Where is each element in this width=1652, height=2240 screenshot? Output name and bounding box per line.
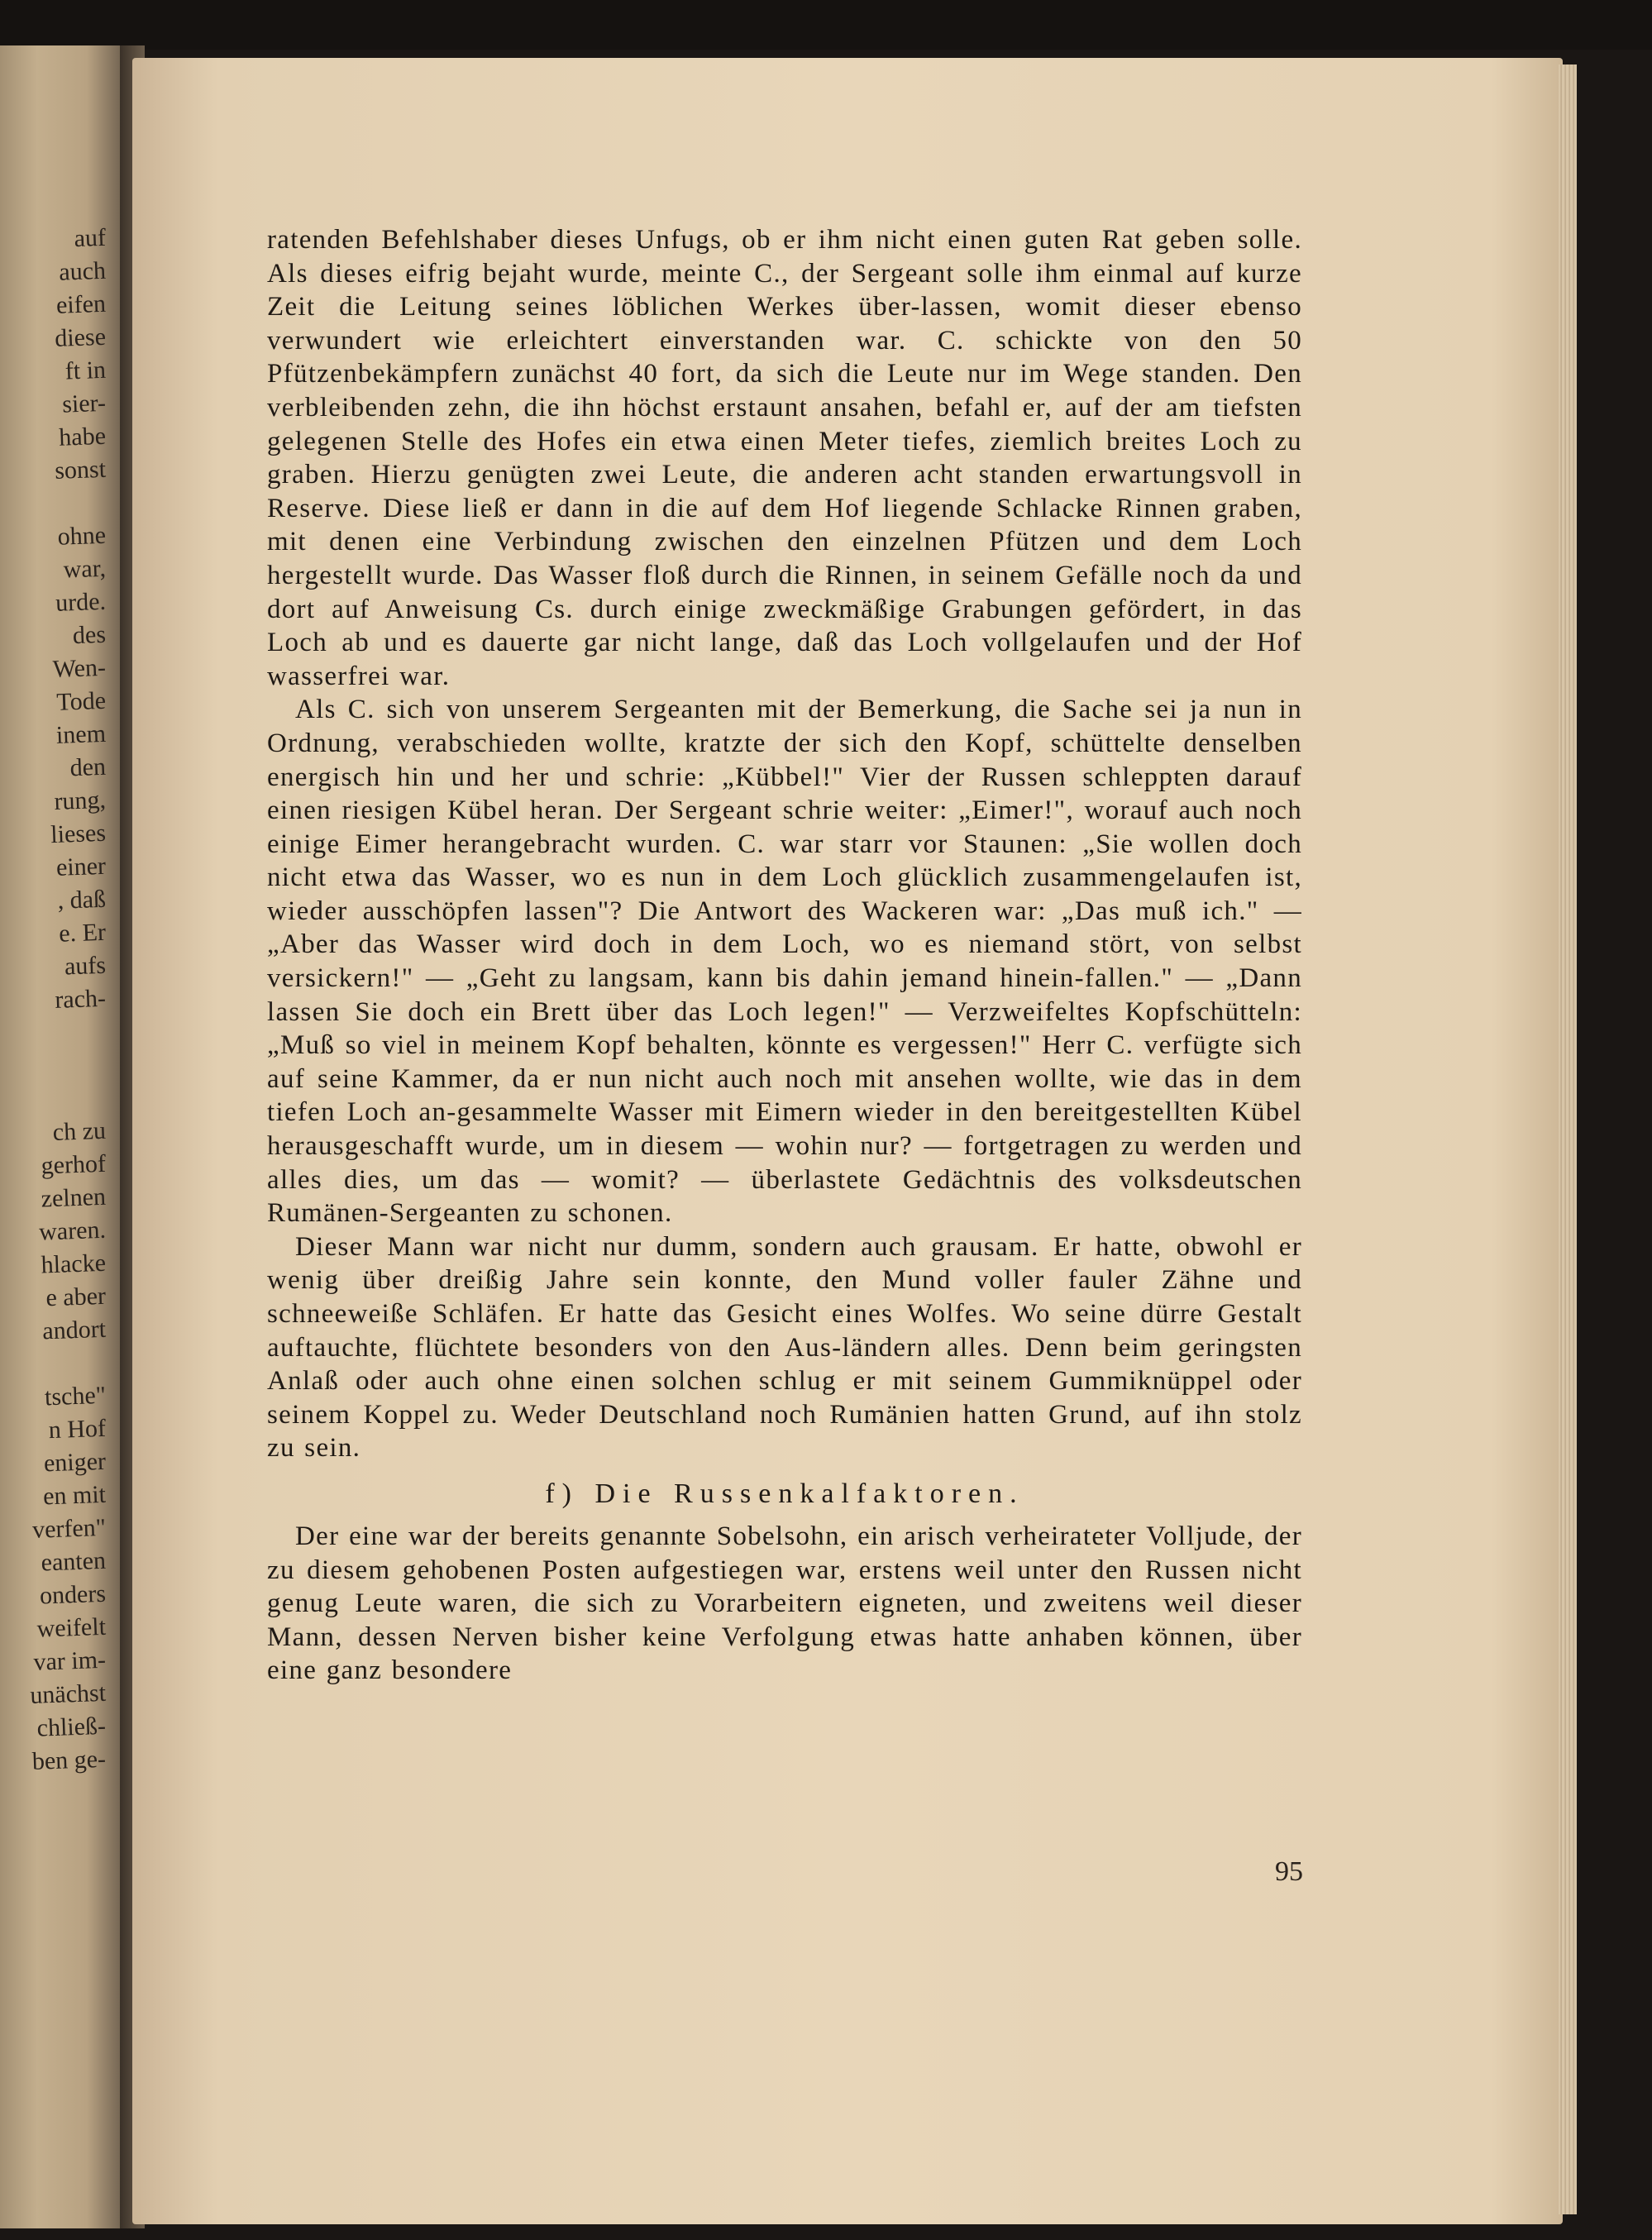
left-margin-word — [0, 486, 107, 523]
left-margin-word: Tode — [55, 686, 107, 716]
paragraph-3: Dieser Mann war nicht nur dumm, sondern auch grausam. Er hatte, obwohl er wenig über dreißig Jahre sein konnte, den Mund voller fauler Zähne und schneeweiße Schläfen. Er hatte das Gesicht eines Wolfes. Wo seine dürre Gestalt auftauchte, flüchtete besonders von den Aus-ländern alles. Denn beim geringsten Anlaß oder auch ohne einen solchen schlug er mit seinem Gummiknüppel oder seinem Koppel zu. Weder Deutschland noch Rumänien hatten Grund, auf ihn stolz zu sein. — [267, 1231, 1302, 1464]
left-margin-word: , daß — [57, 885, 107, 915]
paragraph-4: Der eine war der bereits genannte Sobelsohn, ein arisch verheirateter Volljude, der zu diesem gehobenen Posten aufgestiegen war, erstens weil unter den Russen nicht genug Leute waren, die sich zu Vorarbeitern eigneten, und zweitens weil dieser Mann, dessen Nerven bisher keine Verfolgung etwas hatte anhaben können, über eine ganz besondere — [267, 1521, 1302, 1686]
left-margin-word: eanten — [41, 1546, 107, 1577]
paragraph-1: ratenden Befehlshaber dieses Unfugs, ob er ihm nicht einen guten Rat geben solle. Als dieses eifrig bejaht wurde, meinte C., der Sergeant solle ihm einmal auf kurze Zeit die Leitung seines löblichen Werkes über-lassen, womit dieser ebenso verwundert wie erleichtert einverstanden war. C. schickte von den 50 Pfützenbekämpfern zunächst 40 fort, da sich die Leute nur im Wege standen. Den verbleibenden zehn, die ihn höchst erstaunt ansahen, befahl er, auf der am tiefsten gelegenen Stelle des Hofes ein etwa einen Meter tiefes, ziemlich breites Loch zu graben. Hierzu genügten zwei Leute, die anderen acht standen erwartungsvoll in Reserve. Diese ließ er dann in die auf dem Hof liegende Schlacke Rinnen graben, mit denen eine Verbindung zwischen den einzelnen Pfützen und dem Loch hergestellt wurde. Das Wasser floß durch die Rinnen, in seinem Gefälle noch da und dort auf Anweisung Cs. durch einige zweckmäßige Grabungen gefördert, in das Loch ab und es dauerte gar nicht lange, daß das Loch vollgelaufen und der Hof wasserfrei war. — [267, 225, 1302, 691]
left-margin-word: zelnen — [41, 1182, 107, 1213]
left-margin-word: e aber — [45, 1282, 107, 1312]
left-margin-word: var im- — [32, 1645, 107, 1676]
left-margin-word: den — [69, 752, 107, 782]
left-margin-word: e. Er — [58, 918, 107, 948]
left-margin-word — [0, 1048, 107, 1085]
left-margin-word: hlacke — [41, 1249, 107, 1279]
paragraph-2: Als C. sich von unserem Sergeanten mit der Bemerkung, die Sache sei ja nun in Ordnung, verabschieden wollte, kratzte der sich den Kopf, schüttelte denselben energisch hin und her und schrie: „Kübbel!" Vier der Russen schleppten darauf einen riesigen Kübel heran. Der Sergeant schrie weiter: „Eimer!", worauf auch noch einige Eimer herangebracht wurden. C. war starr vor Staunen: „Sie wollen doch nicht etwa das Wasser, wo es nun in dem Loch glücklich zusammengelaufen ist, wieder ausschöpfen lassen"? Die Antwort des Wackeren war: „Das muß ich." — „Aber das Wasser wird doch in dem Loch, wo es niemand stört, von selbst versickern!" — „Geht zu langsam, kann bis dahin jemand hinein-fallen." — „Dann lassen Sie doch ein Brett über das Loch legen!" — Verzweifeltes Kopfschütteln: „Muß so viel in meinem Kopf behalten, könnte es vergessen!" Herr C. verfügte sich auf seine Kammer, da er nun nicht auch noch mit ansehen wollte, wie das in dem tiefen Loch an-gesammelte Wasser mit Eimern wieder in den bereitgestellten Kübel herausgeschafft wurde, um in diesem — wohin nur? — fortgetragen zu werden und alles dies, um das — womit? — überlastete Gedächtnis des volksdeutschen Rumänen-Sergeanten zu schonen. — [267, 695, 1302, 1229]
scan-background — [0, 0, 1652, 50]
body-text — [267, 223, 1302, 1688]
left-margin-word: aufs — [64, 951, 107, 981]
left-margin-word: eniger — [43, 1447, 107, 1478]
section-heading: f) Die Russenkalfaktoren. — [545, 1478, 1024, 1509]
left-margin-word: auch — [58, 256, 107, 286]
left-margin-word: war, — [63, 554, 107, 584]
page-number: 95 — [1275, 1856, 1303, 1887]
left-margin-word: ohne — [57, 521, 107, 551]
left-margin-word: auf — [74, 223, 107, 253]
left-margin-word: sier- — [61, 389, 107, 418]
left-margin-word — [0, 1082, 107, 1118]
left-margin-word: ch zu — [52, 1116, 107, 1146]
left-margin-word: diese — [54, 322, 107, 352]
left-margin-word: andort — [41, 1315, 107, 1345]
left-margin-word: gerhof — [41, 1149, 107, 1180]
left-margin-word: sonst — [54, 455, 107, 485]
left-margin-word: inem — [55, 719, 107, 749]
left-margin-word: urde. — [55, 587, 107, 617]
left-margin-word: waren. — [38, 1216, 107, 1246]
left-margin-word: habe — [58, 422, 107, 451]
left-margin-word: rung, — [53, 786, 107, 815]
left-margin-word: verfen" — [31, 1513, 107, 1544]
left-margin-word: eifen — [55, 289, 107, 319]
left-margin-word: weifelt — [36, 1612, 107, 1643]
left-margin-word: ft in — [64, 356, 107, 385]
left-margin-word: onders — [39, 1579, 107, 1610]
left-margin-word: lieses — [50, 819, 107, 849]
left-margin-word: tsche" — [44, 1381, 107, 1411]
left-margin-word: ben ge- — [31, 1745, 107, 1775]
left-margin-word: rach- — [54, 984, 107, 1014]
left-margin-word: des — [72, 620, 107, 650]
left-margin-word: Wen- — [52, 653, 107, 683]
left-page-edge-text — [0, 223, 106, 1778]
left-margin-word — [0, 1015, 107, 1052]
left-margin-word: en mit — [42, 1480, 107, 1511]
left-margin-word: einer — [55, 852, 107, 881]
left-margin-word: unächst — [29, 1679, 107, 1709]
left-margin-word: chließ- — [36, 1712, 107, 1742]
left-margin-word — [0, 1346, 107, 1383]
page-edge-stack — [1559, 64, 1577, 2214]
left-margin-word: n Hof — [48, 1414, 107, 1445]
